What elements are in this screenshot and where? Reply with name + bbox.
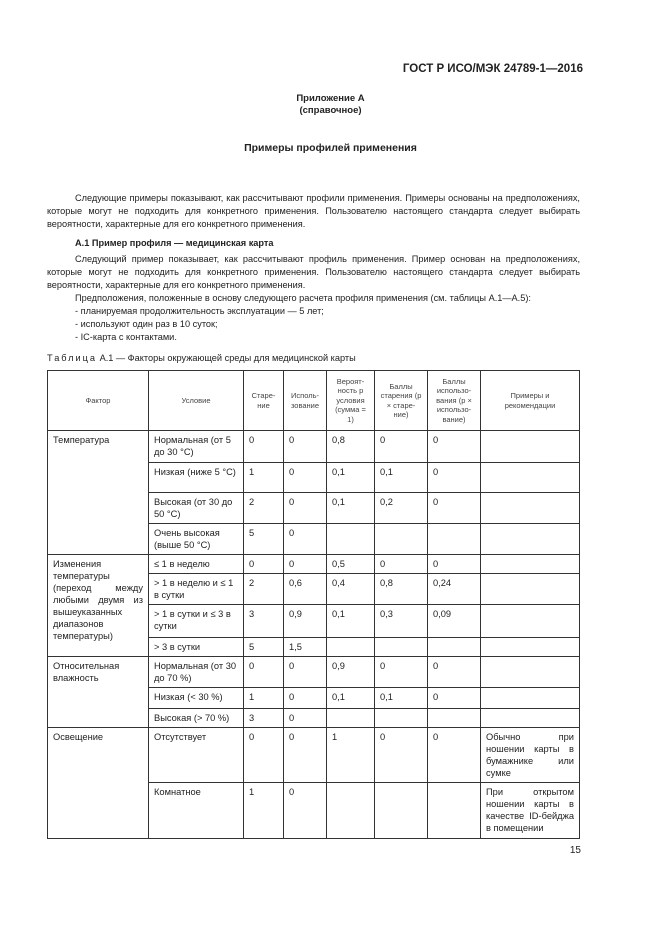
table-cell: [481, 493, 580, 524]
intro-paragraph: Следующие примеры показывают, как рассчитывают профили применения. Примеры основаны на предположениях, которые могут не подходить для конкретного применения. Пользователю настоящего стандарта следует выбирать вероятности, характерные для его конкретного применения.: [47, 193, 580, 230]
table-cell: [375, 709, 428, 728]
table-cell: 0: [428, 555, 481, 574]
table-cell: 0: [284, 657, 327, 688]
table-cell: 0,8: [327, 431, 375, 463]
table-cell: Обычно при ношении карты в бумажнике или сумке: [481, 728, 580, 783]
table-cell: 0,8: [375, 574, 428, 605]
table-cell: 0: [244, 657, 284, 688]
table-cell: 0,9: [284, 605, 327, 638]
table-cell: 0: [375, 657, 428, 688]
table-cell: 0,1: [327, 463, 375, 493]
table-cell: 2: [244, 493, 284, 524]
table-cell: 1,5: [284, 638, 327, 657]
table-cell: [327, 638, 375, 657]
table-cell: [481, 688, 580, 709]
column-header: Примеры и рекомендации: [481, 371, 580, 431]
table-cell: 0: [428, 463, 481, 493]
table-cell: 1: [327, 728, 375, 783]
table-cell: 0: [284, 709, 327, 728]
table-cell: 0: [375, 728, 428, 783]
table-cell: 0: [284, 783, 327, 839]
assumption-item: - IC-карта с контактами.: [75, 332, 177, 342]
column-header: Фактор: [48, 371, 149, 431]
table-cell: 0,09: [428, 605, 481, 638]
table-cell: [428, 524, 481, 555]
table-cell: ≤ 1 в неделю: [149, 555, 244, 574]
table-cell: 5: [244, 524, 284, 555]
table-cell: 0: [284, 493, 327, 524]
appendix-title: Приложение А: [296, 93, 365, 104]
table-cell: 0: [428, 728, 481, 783]
table-cell: Низкая (< 30 %): [149, 688, 244, 709]
table-cell: 0: [428, 688, 481, 709]
table-cell: [327, 783, 375, 839]
table-cell: 0: [284, 728, 327, 783]
table-cell: 0: [284, 463, 327, 493]
section-title: А.1 Пример профиля — медицинская карта: [75, 238, 274, 248]
table-row: [48, 657, 580, 688]
table-cell: При открытом ношении карты в качестве ID-бейджа в помещении: [481, 783, 580, 839]
table-cell: 0,1: [375, 463, 428, 493]
page-number: 15: [569, 845, 581, 856]
table-cell: 0,9: [327, 657, 375, 688]
table-cell: 0: [244, 431, 284, 463]
table-cell: [375, 783, 428, 839]
table-cell: 0,1: [327, 688, 375, 709]
table-cell: [327, 709, 375, 728]
table-cell: [327, 524, 375, 555]
factor-cell: Относительная влажность: [48, 657, 149, 728]
assumption-item: - планируемая продолжительность эксплуатации — 5 лет;: [75, 306, 324, 316]
table-cell: [481, 657, 580, 688]
table-cell: > 3 в сутки: [149, 638, 244, 657]
table-cell: 0: [375, 431, 428, 463]
factor-cell: Температура: [48, 431, 149, 555]
table-cell: [481, 524, 580, 555]
table-cell: [481, 605, 580, 638]
table-cell: 0: [375, 555, 428, 574]
table-cell: 3: [244, 605, 284, 638]
table-cell: [481, 463, 580, 493]
section-paragraph: Следующий пример показывает, как рассчитывают профиль применения. Пример основан на предположениях, которые могут не подходить для конкретного применения. Пользователю настоящего стандарта следует выбирать вероятности, характерные для его конкретного применения.: [47, 254, 580, 291]
table-cell: 0,6: [284, 574, 327, 605]
column-header: Исполь-зование: [284, 371, 327, 431]
table-cell: 0,1: [327, 493, 375, 524]
table-cell: 1: [244, 783, 284, 839]
table-cell: 0: [244, 728, 284, 783]
table-cell: > 1 в неделю и ≤ 1 в сутки: [149, 574, 244, 605]
table-cell: 0,5: [327, 555, 375, 574]
table-row: [48, 431, 580, 463]
column-header: Вероят-ность p условия (сумма = 1): [327, 371, 375, 431]
assumptions-intro: Предположения, положенные в основу следующего расчета профиля применения (см. таблицы А.1—А.5):: [75, 293, 531, 303]
table-cell: [428, 709, 481, 728]
table-header-row: [48, 371, 580, 431]
table-cell: 0: [244, 555, 284, 574]
table-caption: [47, 352, 580, 365]
table-cell: Отсутствует: [149, 728, 244, 783]
table-cell: 0: [428, 493, 481, 524]
table-cell: [481, 638, 580, 657]
table-cell: 3: [244, 709, 284, 728]
assumption-item: - используют один раз в 10 суток;: [75, 319, 218, 329]
table-cell: 1: [244, 688, 284, 709]
table-cell: Высокая (от 30 до 50 °С): [149, 493, 244, 524]
table-cell: Низкая (ниже 5 °С): [149, 463, 244, 493]
table-cell: [481, 574, 580, 605]
appendix-heading: Примеры профилей применения: [244, 142, 417, 154]
table-cell: 0,24: [428, 574, 481, 605]
table-cell: 2: [244, 574, 284, 605]
column-header: Баллы использо-вания (p × использо-вание): [428, 371, 481, 431]
factor-cell: Изменения температуры (переход между любыми двумя из вышеуказанных диапазонов температуры): [48, 555, 149, 657]
table-cell: 0: [284, 688, 327, 709]
table-cell: 0: [284, 524, 327, 555]
table-row: [48, 728, 580, 783]
table-cell: > 1 в сутки и ≤ 3 в сутки: [149, 605, 244, 638]
column-header: Условие: [149, 371, 244, 431]
table-cell: [375, 524, 428, 555]
table-cell: Высокая (> 70 %): [149, 709, 244, 728]
document-id: ГОСТ Р ИСО/МЭК 24789-1—2016: [402, 63, 583, 75]
factor-cell: Освещение: [48, 728, 149, 839]
table-cell: Очень высокая (выше 50 °С): [149, 524, 244, 555]
table-cell: 0: [284, 431, 327, 463]
environment-factors-table: [47, 370, 580, 839]
appendix-subtitle: (справочное): [299, 105, 362, 116]
table-cell: 0,2: [375, 493, 428, 524]
table-cell: [428, 638, 481, 657]
table-cell: 1: [244, 463, 284, 493]
table-cell: [428, 783, 481, 839]
table-cell: [481, 555, 580, 574]
table-cell: [481, 709, 580, 728]
table-cell: Комнатное: [149, 783, 244, 839]
table-cell: [481, 431, 580, 463]
table-cell: [375, 638, 428, 657]
table-caption-prefix: Таблица: [47, 353, 98, 363]
table-cell: 0,1: [327, 605, 375, 638]
table-cell: 5: [244, 638, 284, 657]
table-cell: Нормальная (от 30 до 70 %): [149, 657, 244, 688]
table-cell: 0: [428, 657, 481, 688]
table-cell: 0,1: [375, 688, 428, 709]
table-row: [48, 555, 580, 574]
table-cell: 0,3: [375, 605, 428, 638]
column-header: Баллы старения (p × старе-ние): [375, 371, 428, 431]
table-cell: Нормальная (от 5 до 30 °С): [149, 431, 244, 463]
table-cell: 0,4: [327, 574, 375, 605]
table-cell: 0: [428, 431, 481, 463]
column-header: Старе-ние: [244, 371, 284, 431]
table-cell: 0: [284, 555, 327, 574]
table-caption-text: А.1 — Факторы окружающей среды для медицинской карты: [99, 353, 356, 363]
